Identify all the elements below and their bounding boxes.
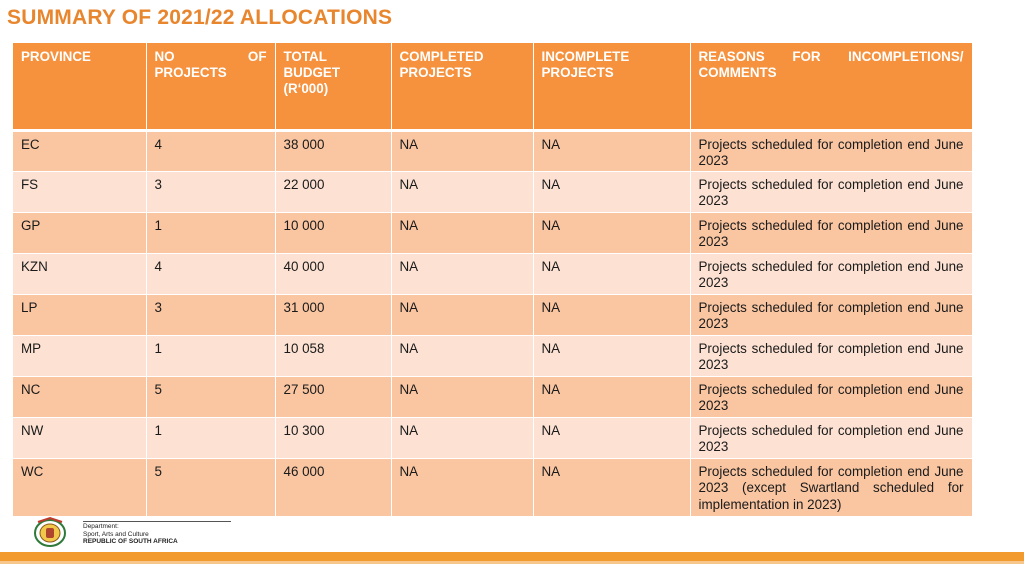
province-cell: LP bbox=[13, 294, 146, 335]
reason-cell: Projects scheduled for completion end June 2023 bbox=[690, 171, 972, 212]
budget-cell: 27 500 bbox=[275, 376, 391, 417]
projects-count-cell: 5 bbox=[146, 376, 275, 417]
column-header-incomplete-projects: INCOMPLETE PROJECTS bbox=[533, 43, 690, 130]
reason-cell: Projects scheduled for completion end June 2023 (except Swartland scheduled for implementation in 2023) bbox=[690, 458, 972, 516]
province-cell: NW bbox=[13, 417, 146, 458]
footer-divider bbox=[83, 521, 231, 522]
incomplete-cell: NA bbox=[533, 130, 690, 171]
footer-department-label: Department: bbox=[83, 523, 119, 530]
allocations-table bbox=[13, 43, 973, 517]
completed-cell: NA bbox=[391, 253, 533, 294]
projects-count-cell: 5 bbox=[146, 458, 275, 516]
column-header-reasons: REASONS FOR INCOMPLETIONS/ COMMENTS bbox=[690, 43, 972, 130]
completed-cell: NA bbox=[391, 417, 533, 458]
completed-cell: NA bbox=[391, 212, 533, 253]
budget-cell: 40 000 bbox=[275, 253, 391, 294]
projects-count-cell: 1 bbox=[146, 212, 275, 253]
table-row bbox=[13, 294, 972, 335]
reason-cell: Projects scheduled for completion end June 2023 bbox=[690, 253, 972, 294]
province-cell: GP bbox=[13, 212, 146, 253]
completed-cell: NA bbox=[391, 335, 533, 376]
incomplete-cell: NA bbox=[533, 376, 690, 417]
column-header-completed-projects: COMPLETED PROJECTS bbox=[391, 43, 533, 130]
page-title: SUMMARY OF 2021/22 ALLOCATIONS bbox=[7, 6, 393, 29]
department-footer bbox=[83, 523, 178, 546]
reason-cell: Projects scheduled for completion end June 2023 bbox=[690, 417, 972, 458]
reason-cell: Projects scheduled for completion end June 2023 bbox=[690, 294, 972, 335]
bottom-accent-bar-light bbox=[0, 561, 1024, 564]
budget-cell: 10 058 bbox=[275, 335, 391, 376]
column-header-province: PROVINCE bbox=[13, 43, 146, 130]
completed-cell: NA bbox=[391, 294, 533, 335]
projects-count-cell: 3 bbox=[146, 294, 275, 335]
budget-cell: 10 300 bbox=[275, 417, 391, 458]
projects-count-cell: 4 bbox=[146, 130, 275, 171]
reason-cell: Projects scheduled for completion end June 2023 bbox=[690, 130, 972, 171]
budget-cell: 22 000 bbox=[275, 171, 391, 212]
reason-cell: Projects scheduled for completion end June 2023 bbox=[690, 376, 972, 417]
province-cell: FS bbox=[13, 171, 146, 212]
province-cell: EC bbox=[13, 130, 146, 171]
budget-cell: 46 000 bbox=[275, 458, 391, 516]
budget-cell: 38 000 bbox=[275, 130, 391, 171]
table-row bbox=[13, 376, 972, 417]
projects-count-cell: 3 bbox=[146, 171, 275, 212]
table-row bbox=[13, 417, 972, 458]
completed-cell: NA bbox=[391, 130, 533, 171]
incomplete-cell: NA bbox=[533, 171, 690, 212]
table-row bbox=[13, 335, 972, 376]
projects-count-cell: 1 bbox=[146, 335, 275, 376]
incomplete-cell: NA bbox=[533, 458, 690, 516]
province-cell: NC bbox=[13, 376, 146, 417]
completed-cell: NA bbox=[391, 458, 533, 516]
completed-cell: NA bbox=[391, 376, 533, 417]
bottom-accent-bar bbox=[0, 552, 1024, 561]
table-row bbox=[13, 212, 972, 253]
province-cell: KZN bbox=[13, 253, 146, 294]
budget-cell: 10 000 bbox=[275, 212, 391, 253]
table-row bbox=[13, 253, 972, 294]
incomplete-cell: NA bbox=[533, 335, 690, 376]
table-row bbox=[13, 171, 972, 212]
table-row bbox=[13, 458, 972, 516]
column-header-no-of-projects: NO OF PROJECTS bbox=[146, 43, 275, 130]
footer-department-name: Sport, Arts and Culture bbox=[83, 530, 149, 538]
completed-cell: NA bbox=[391, 171, 533, 212]
table-row bbox=[13, 130, 972, 171]
province-cell: WC bbox=[13, 458, 146, 516]
budget-cell: 31 000 bbox=[275, 294, 391, 335]
province-cell: MP bbox=[13, 335, 146, 376]
incomplete-cell: NA bbox=[533, 253, 690, 294]
column-header-total-budget: TOTAL BUDGET (R‘000) bbox=[275, 43, 391, 130]
reason-cell: Projects scheduled for completion end June 2023 bbox=[690, 212, 972, 253]
incomplete-cell: NA bbox=[533, 294, 690, 335]
reason-cell: Projects scheduled for completion end June 2023 bbox=[690, 335, 972, 376]
coat-of-arms-icon bbox=[30, 516, 70, 548]
projects-count-cell: 1 bbox=[146, 417, 275, 458]
table-header-row bbox=[13, 43, 972, 130]
incomplete-cell: NA bbox=[533, 417, 690, 458]
incomplete-cell: NA bbox=[533, 212, 690, 253]
footer-country: REPUBLIC OF SOUTH AFRICA bbox=[83, 538, 178, 545]
projects-count-cell: 4 bbox=[146, 253, 275, 294]
